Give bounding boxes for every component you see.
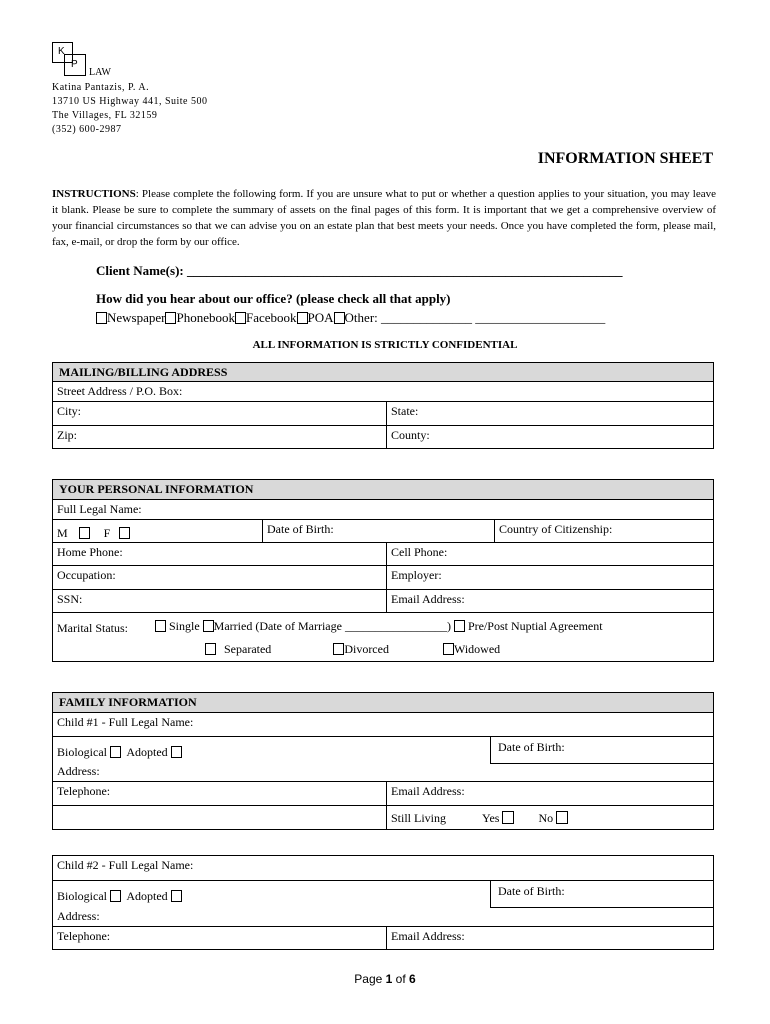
child1-still-living xyxy=(386,806,713,829)
child2-dob-field[interactable]: Date of Birth: xyxy=(498,884,565,898)
ssn-email-row xyxy=(53,589,713,612)
marital-options-line2 xyxy=(205,642,500,656)
ssn-field[interactable]: SSN: xyxy=(57,592,83,606)
child1-name-field[interactable]: Child #1 - Full Legal Name: xyxy=(53,712,713,736)
confidential-notice: ALL INFORMATION IS STRICTLY CONFIDENTIAL xyxy=(252,339,518,351)
occupation-field[interactable]: Occupation: xyxy=(57,568,116,582)
child1-adopted-label: Adopted xyxy=(126,745,168,759)
logo-letter-p: P xyxy=(71,59,78,70)
cell-phone-field[interactable]: Cell Phone: xyxy=(386,543,713,565)
yes-label: Yes xyxy=(482,811,500,825)
child2-adopted-label: Adopted xyxy=(126,889,168,903)
no-label: No xyxy=(538,811,554,825)
occupation-row xyxy=(53,565,713,589)
marital-options-line1 xyxy=(155,619,603,633)
child2-name-field[interactable]: Child #2 - Full Legal Name: xyxy=(57,858,194,872)
male-label: M xyxy=(57,526,68,540)
zip-field[interactable]: Zip: xyxy=(57,428,77,442)
firm-city: The Villages, FL 32159 xyxy=(52,110,158,121)
female-label: F xyxy=(103,526,111,540)
state-field[interactable]: State: xyxy=(386,402,713,425)
logo-letter-k: K xyxy=(58,46,65,57)
phonebook-label: Phonebook xyxy=(176,310,235,325)
widowed-label: Widowed xyxy=(453,642,501,656)
child2-relationship xyxy=(57,889,182,903)
logo-word: LAW xyxy=(89,67,111,78)
personal-header: YOUR PERSONAL INFORMATION xyxy=(53,480,713,499)
newspaper-label: Newspaper xyxy=(107,310,166,325)
marital-status-row xyxy=(53,612,713,661)
employer-field[interactable]: Employer: xyxy=(386,566,713,589)
child2-address-field[interactable]: Address: xyxy=(57,909,100,923)
widowed-checkbox[interactable] xyxy=(443,643,454,655)
county-field[interactable]: County: xyxy=(386,426,713,448)
firm-street: 13710 US Highway 441, Suite 500 xyxy=(52,96,208,107)
child1-email-field[interactable]: Email Address: xyxy=(386,782,713,805)
poa-label: POA xyxy=(307,310,334,325)
email-field[interactable]: Email Address: xyxy=(386,590,713,612)
single-checkbox[interactable] xyxy=(155,620,166,632)
child2-dob-bottom xyxy=(490,907,713,908)
child2-biological-label: Biological xyxy=(57,889,107,903)
child1-contact-row xyxy=(53,781,713,805)
referral-question: How did you hear about our office? (please check all that apply) xyxy=(96,291,451,306)
divorced-label: Divorced xyxy=(344,642,389,656)
still-living-label: Still Living xyxy=(391,811,447,825)
prepost-checkbox[interactable] xyxy=(454,620,465,632)
mailing-section xyxy=(52,362,714,449)
divorced-checkbox[interactable] xyxy=(333,643,344,655)
child1-dob-divider xyxy=(490,737,491,763)
page-number: Page 1 of 6 xyxy=(354,972,416,986)
other-checkbox[interactable] xyxy=(334,312,345,324)
single-label: Single xyxy=(169,619,200,633)
referral-options xyxy=(96,309,605,326)
child2-dob-divider xyxy=(490,881,491,907)
instructions-text: : Please complete the following form. If you are unsure what to put or whether a question applies to your situation, you may leave it blank. Please be sure to complete the summary of assets on the final pages of this form. It is important that we get a comprehensive overview of your financial circumstances so that we can advise you on an estate plan that best meets your needs. Once you have completed the form, please mail, fax, e-mail, or drop the form by our office. xyxy=(52,188,716,248)
other-field[interactable]: Other: ______________ ____________________ xyxy=(344,310,606,325)
poa-checkbox[interactable] xyxy=(297,312,308,324)
family-section xyxy=(52,692,714,830)
female-checkbox[interactable] xyxy=(119,527,130,539)
home-phone-field[interactable]: Home Phone: xyxy=(57,545,123,559)
client-names-field[interactable]: Client Name(s): ___________________________________________________________________ xyxy=(96,263,623,278)
zip-county-row xyxy=(53,425,713,448)
male-checkbox[interactable] xyxy=(79,527,90,539)
child2-email-field[interactable]: Email Address: xyxy=(386,927,713,949)
child2-contact-row xyxy=(53,926,713,949)
gender-cell xyxy=(53,520,262,542)
firm-name: Katina Pantazis, P. A. xyxy=(52,82,150,93)
phone-row xyxy=(53,542,713,565)
child2-telephone-field[interactable]: Telephone: xyxy=(57,929,111,943)
mailing-header: MAILING/BILLING ADDRESS xyxy=(53,363,713,381)
child1-adopted-checkbox[interactable] xyxy=(171,746,182,758)
citizenship-field[interactable]: Country of Citizenship: xyxy=(494,520,713,542)
still-living-no-checkbox[interactable] xyxy=(556,811,568,824)
child1-dob-field[interactable]: Date of Birth: xyxy=(498,740,565,754)
facebook-label: Facebook xyxy=(245,310,297,325)
family-header: FAMILY INFORMATION xyxy=(53,693,713,712)
child1-relationship xyxy=(57,745,182,759)
child2-section xyxy=(52,855,714,950)
dob-field[interactable]: Date of Birth: xyxy=(262,520,494,542)
city-field[interactable]: City: xyxy=(57,404,82,418)
child1-biological-label: Biological xyxy=(57,745,107,759)
facebook-checkbox[interactable] xyxy=(235,312,246,324)
child1-address-field[interactable]: Address: xyxy=(57,764,100,778)
separated-label: Separated xyxy=(224,642,272,656)
married-checkbox[interactable] xyxy=(203,620,214,632)
personal-section xyxy=(52,479,714,662)
full-legal-name-field[interactable]: Full Legal Name: xyxy=(53,499,713,519)
page-title: INFORMATION SHEET xyxy=(537,150,713,167)
phonebook-checkbox[interactable] xyxy=(165,312,176,324)
still-living-yes-checkbox[interactable] xyxy=(502,811,514,824)
instructions-label: INSTRUCTIONS xyxy=(52,188,136,200)
instructions xyxy=(52,186,716,250)
child1-dob-bottom xyxy=(490,763,713,764)
gender-dob-row xyxy=(53,519,713,542)
separated-checkbox[interactable] xyxy=(205,643,216,655)
child1-living-row xyxy=(53,805,713,829)
married-label: Married (Date of Marriage _________________) xyxy=(213,619,451,633)
prepost-label: Pre/Post Nuptial Agreement xyxy=(467,619,603,633)
marital-status-label: Marital Status: xyxy=(57,621,128,635)
child2-biological-checkbox[interactable] xyxy=(110,890,121,902)
city-state-row xyxy=(53,401,713,425)
street-field[interactable]: Street Address / P.O. Box: xyxy=(53,381,713,401)
child2-adopted-checkbox[interactable] xyxy=(171,890,182,902)
child2-bio-dob-row xyxy=(53,880,713,926)
firm-phone: (352) 600-2987 xyxy=(52,124,122,135)
child1-biological-checkbox[interactable] xyxy=(110,746,121,758)
child1-telephone-field[interactable]: Telephone: xyxy=(57,784,111,798)
child1-bio-dob-row xyxy=(53,736,713,781)
newspaper-checkbox[interactable] xyxy=(96,312,107,324)
